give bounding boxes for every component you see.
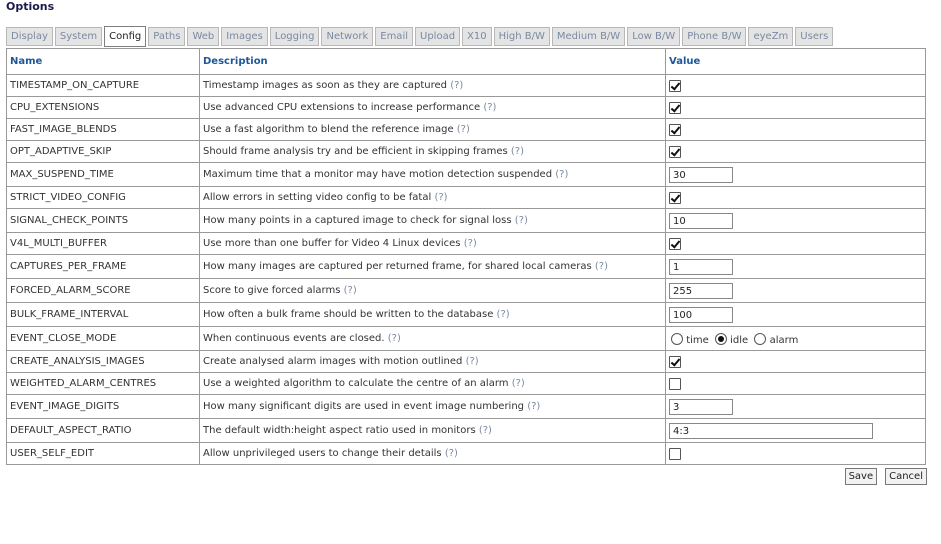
column-header-name: Name: [7, 49, 200, 75]
table-row: [7, 75, 926, 97]
radio-label-alarm: alarm: [769, 335, 799, 346]
table-row: [7, 187, 926, 209]
option-description: Create analysed alarm images with motion outlined: [203, 356, 463, 367]
tab-users[interactable]: Users: [795, 27, 833, 46]
option-description-cell: [200, 303, 666, 327]
help-link[interactable]: (?): [456, 124, 470, 135]
option-text-input[interactable]: 4:3: [669, 423, 873, 439]
option-name: EVENT_IMAGE_DIGITS: [7, 395, 200, 419]
option-value-cell: [666, 119, 926, 141]
form-buttons: [837, 468, 927, 485]
option-text-input[interactable]: 10: [669, 213, 733, 229]
help-link[interactable]: (?): [496, 309, 510, 320]
option-description: Use advanced CPU extensions to increase performance: [203, 102, 481, 113]
options-table: [6, 48, 926, 465]
help-link[interactable]: (?): [463, 238, 477, 249]
save-button[interactable]: Save: [845, 468, 878, 485]
option-name: DEFAULT_ASPECT_RATIO: [7, 419, 200, 443]
option-value-cell: [666, 279, 926, 303]
table-row: [7, 395, 926, 419]
option-text-input[interactable]: 100: [669, 307, 733, 323]
tab-images[interactable]: Images: [221, 27, 268, 46]
table-row: [7, 373, 926, 395]
help-link[interactable]: (?): [450, 80, 464, 91]
radio-idle[interactable]: [715, 333, 727, 345]
option-description: Timestamp images as soon as they are captured: [203, 80, 448, 91]
option-name: MAX_SUSPEND_TIME: [7, 163, 200, 187]
tab-upload[interactable]: Upload: [415, 27, 460, 46]
option-description: Use more than one buffer for Video 4 Linux devices: [203, 238, 461, 249]
option-value-cell: [666, 163, 926, 187]
option-text-input[interactable]: 30: [669, 167, 733, 183]
option-checkbox[interactable]: [669, 356, 681, 368]
option-value-cell: [666, 233, 926, 255]
option-value-cell: [666, 419, 926, 443]
table-row: [7, 351, 926, 373]
tab-display[interactable]: Display: [6, 27, 53, 46]
option-name: BULK_FRAME_INTERVAL: [7, 303, 200, 327]
option-description: How many points in a captured image to check for signal loss: [203, 215, 512, 226]
option-name: FAST_IMAGE_BLENDS: [7, 119, 200, 141]
option-description-cell: [200, 119, 666, 141]
option-description: Allow unprivileged users to change their details: [203, 448, 442, 459]
tab-web[interactable]: Web: [187, 27, 219, 46]
option-value-cell: [666, 141, 926, 163]
option-description-cell: [200, 351, 666, 373]
option-name: USER_SELF_EDIT: [7, 443, 200, 465]
option-description-cell: [200, 395, 666, 419]
help-link[interactable]: (?): [434, 192, 448, 203]
option-checkbox[interactable]: [669, 378, 681, 390]
option-description-cell: [200, 255, 666, 279]
option-checkbox[interactable]: [669, 102, 681, 114]
option-name: CAPTURES_PER_FRAME: [7, 255, 200, 279]
option-value-cell: [666, 209, 926, 233]
option-description: When continuous events are closed.: [203, 333, 385, 344]
option-checkbox[interactable]: [669, 124, 681, 136]
table-row: [7, 119, 926, 141]
option-description: How many images are captured per returned frame, for shared local cameras: [203, 261, 592, 272]
option-checkbox[interactable]: [669, 192, 681, 204]
option-description-cell: [200, 141, 666, 163]
option-name: EVENT_CLOSE_MODE: [7, 327, 200, 351]
radio-time[interactable]: [671, 333, 683, 345]
table-row: [7, 141, 926, 163]
option-name: CREATE_ANALYSIS_IMAGES: [7, 351, 200, 373]
option-name: TIMESTAMP_ON_CAPTURE: [7, 75, 200, 97]
tab-logging[interactable]: Logging: [270, 27, 320, 46]
option-checkbox[interactable]: [669, 146, 681, 158]
option-checkbox[interactable]: [669, 238, 681, 250]
option-value-cell: [666, 443, 926, 465]
table-row: [7, 163, 926, 187]
option-checkbox[interactable]: [669, 448, 681, 460]
option-description: Score to give forced alarms: [203, 285, 341, 296]
radio-alarm[interactable]: [754, 333, 766, 345]
help-link[interactable]: (?): [483, 102, 497, 113]
option-description-cell: [200, 419, 666, 443]
tab-network[interactable]: Network: [321, 27, 373, 46]
table-row: [7, 255, 926, 279]
tab-x10[interactable]: X10: [462, 27, 492, 46]
option-text-input[interactable]: 255: [669, 283, 733, 299]
option-description-cell: [200, 209, 666, 233]
option-description-cell: [200, 97, 666, 119]
radio-label-time: time: [686, 335, 709, 346]
option-value-cell: [666, 327, 926, 351]
options-tabs: [6, 27, 835, 46]
column-header-value: Value: [666, 49, 926, 75]
option-value-cell: [666, 303, 926, 327]
option-checkbox[interactable]: [669, 80, 681, 92]
option-description-cell: [200, 187, 666, 209]
option-value-cell: [666, 373, 926, 395]
help-link[interactable]: (?): [465, 356, 479, 367]
option-description: Allow errors in setting video config to be fatal: [203, 192, 432, 203]
option-description-cell: [200, 75, 666, 97]
tab-paths[interactable]: Paths: [148, 27, 185, 46]
help-link[interactable]: (?): [527, 401, 541, 412]
table-row: [7, 97, 926, 119]
option-description-cell: [200, 233, 666, 255]
table-row: [7, 419, 926, 443]
table-row: [7, 303, 926, 327]
option-text-input[interactable]: 3: [669, 399, 733, 415]
tab-low-b-w[interactable]: Low B/W: [627, 27, 680, 46]
option-value-cell: [666, 255, 926, 279]
help-link[interactable]: (?): [510, 146, 525, 157]
help-link[interactable]: (?): [555, 169, 569, 180]
option-description: How often a bulk frame should be written to the database: [203, 309, 494, 320]
page-title: Options: [6, 0, 55, 13]
tab-config[interactable]: Config: [104, 26, 146, 47]
tab-system[interactable]: System: [55, 27, 102, 46]
tab-high-b-w[interactable]: High B/W: [494, 27, 550, 46]
column-header-description: Description: [200, 49, 666, 75]
option-name: V4L_MULTI_BUFFER: [7, 233, 200, 255]
option-description: Should frame analysis try and be efficient in skipping frames: [203, 146, 508, 157]
option-name: WEIGHTED_ALARM_CENTRES: [7, 373, 200, 395]
table-row: [7, 233, 926, 255]
option-description: Use a fast algorithm to blend the reference image: [203, 124, 454, 135]
help-link[interactable]: (?): [594, 261, 608, 272]
table-row: [7, 279, 926, 303]
option-text-input[interactable]: 1: [669, 259, 733, 275]
tab-phone-b-w[interactable]: Phone B/W: [682, 27, 746, 46]
option-description: How many significant digits are used in event image numbering: [203, 401, 525, 412]
option-description-cell: [200, 163, 666, 187]
tab-eyezm[interactable]: eyeZm: [748, 27, 793, 46]
option-description-cell: [200, 327, 666, 351]
option-name: CPU_EXTENSIONS: [7, 97, 200, 119]
help-link[interactable]: (?): [343, 285, 357, 296]
help-link[interactable]: (?): [511, 378, 525, 389]
option-value-cell: [666, 97, 926, 119]
option-name: OPT_ADAPTIVE_SKIP: [7, 141, 200, 163]
option-name: SIGNAL_CHECK_POINTS: [7, 209, 200, 233]
option-description: Use a weighted algorithm to calculate the centre of an alarm: [203, 378, 509, 389]
option-name: STRICT_VIDEO_CONFIG: [7, 187, 200, 209]
table-row: [7, 327, 926, 351]
table-row: [7, 209, 926, 233]
option-description: The default width:height aspect ratio used in monitors: [203, 425, 476, 436]
option-description: Maximum time that a monitor may have motion detection suspended: [203, 169, 553, 180]
table-header-row: [7, 49, 926, 75]
option-description-cell: [200, 279, 666, 303]
option-description-cell: [200, 373, 666, 395]
option-name: FORCED_ALARM_SCORE: [7, 279, 200, 303]
cancel-button[interactable]: Cancel: [885, 468, 927, 485]
help-link[interactable]: (?): [387, 333, 401, 344]
table-row: [7, 443, 926, 465]
radio-label-idle: idle: [730, 335, 749, 346]
option-value-cell: [666, 351, 926, 373]
option-value-cell: [666, 75, 926, 97]
tab-email[interactable]: Email: [375, 27, 413, 46]
option-description-cell: [200, 443, 666, 465]
help-link[interactable]: (?): [514, 215, 528, 226]
option-value-cell: [666, 187, 926, 209]
help-link[interactable]: (?): [478, 425, 492, 436]
help-link[interactable]: (?): [444, 448, 458, 459]
option-value-cell: [666, 395, 926, 419]
tab-medium-b-w[interactable]: Medium B/W: [552, 27, 625, 46]
